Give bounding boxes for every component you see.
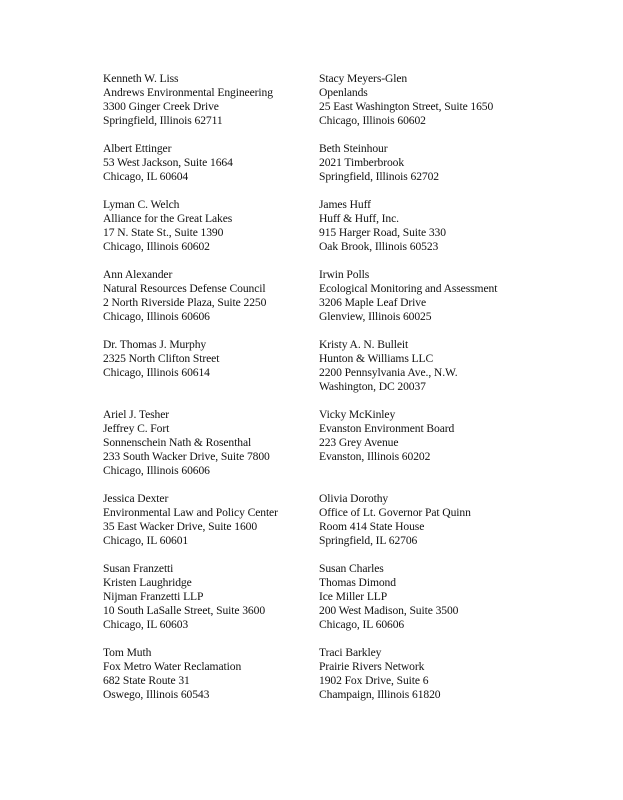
address-line: 3300 Ginger Creek Drive [103,100,219,113]
address-block [103,72,273,128]
address-line: 35 East Wacker Drive, Suite 1600 [103,520,258,533]
address-line: Chicago, Illinois 60606 [103,464,210,477]
address-line: 915 Harger Road, Suite 330 [319,226,446,239]
address-line: Chicago, IL 60601 [103,534,189,547]
address-line: Ice Miller LLP [319,590,388,603]
address-line: Nijman Franzetti LLP [103,590,204,603]
contact-name: Olivia Dorothy [319,492,389,505]
address-block [103,338,219,380]
address-block [319,268,497,324]
contact-name: Susan Charles [319,562,384,575]
address-line: Chicago, IL 60603 [103,618,189,631]
address-line: Office of Lt. Governor Pat Quinn [319,506,471,519]
address-line: Oswego, Illinois 60543 [103,688,210,701]
address-line: Chicago, Illinois 60602 [103,240,210,253]
address-block [319,198,446,254]
contact-name: Kenneth W. Liss [103,72,179,85]
address-line: Fox Metro Water Reclamation [103,660,242,673]
address-line: Environmental Law and Policy Center [103,506,278,519]
address-line: Chicago, Illinois 60606 [103,310,210,323]
address-block [319,72,493,128]
address-line: 2021 Timberbrook [319,156,405,169]
contact-name: Kristen Laughridge [103,576,192,589]
address-line: Sonnenschein Nath & Rosenthal [103,436,252,449]
address-block [103,408,270,478]
address-line: Champaign, Illinois 61820 [319,688,441,701]
address-line: Glenview, Illinois 60025 [319,310,432,323]
address-line: 2 North Riverside Plaza, Suite 2250 [103,296,267,309]
address-block [103,492,278,548]
address-block [319,646,440,702]
address-block [103,142,233,184]
address-line: Alliance for the Great Lakes [103,212,233,225]
address-line: Evanston Environment Board [319,422,455,435]
contact-name: Ann Alexander [103,268,173,281]
contact-name: Thomas Dimond [319,576,396,589]
address-block [103,198,232,254]
address-line: 233 South Wacker Drive, Suite 7800 [103,450,270,463]
contact-name: Jessica Dexter [103,492,169,505]
address-line: 53 West Jackson, Suite 1664 [103,156,233,169]
address-line: 2200 Pennsylvania Ave., N.W. [319,366,458,379]
address-block [319,562,458,632]
contact-name: Dr. Thomas J. Murphy [103,338,207,351]
contact-name: Kristy A. N. Bulleit [319,338,409,351]
address-block [103,646,241,702]
address-line: Huff & Huff, Inc. [319,212,399,225]
address-line: 25 East Washington Street, Suite 1650 [319,100,494,113]
address-line: Oak Brook, Illinois 60523 [319,240,439,253]
address-line: Springfield, IL 62706 [319,534,418,547]
address-block [103,268,266,324]
address-line: Chicago, Illinois 60602 [319,114,426,127]
address-line: Andrews Environmental Engineering [103,86,273,99]
address-line: Chicago, IL 60604 [103,170,189,183]
address-block [319,142,439,184]
address-line: 223 Grey Avenue [319,436,399,449]
address-block [103,562,265,632]
contact-name: Jeffrey C. Fort [103,422,170,435]
contact-name: Tom Muth [103,646,152,659]
address-line: Chicago, Illinois 60614 [103,366,210,379]
address-line: Springfield, Illinois 62711 [103,114,223,127]
address-line: Room 414 State House [319,520,425,533]
address-line: Prairie Rivers Network [319,660,425,673]
address-line: Hunton & Williams LLC [319,352,434,365]
contact-name: Susan Franzetti [103,562,174,575]
address-line: Natural Resources Defense Council [103,282,266,295]
address-line: Chicago, IL 60606 [319,618,405,631]
address-line: Evanston, Illinois 60202 [319,450,431,463]
address-line: 17 N. State St., Suite 1390 [103,226,224,239]
address-block [319,408,454,464]
contact-name: Albert Ettinger [103,142,172,155]
address-line: 2325 North Clifton Street [103,352,220,365]
address-line: 1902 Fox Drive, Suite 6 [319,674,429,687]
address-block [319,492,471,548]
address-line: 200 West Madison, Suite 3500 [319,604,459,617]
address-line: 3206 Maple Leaf Drive [319,296,427,309]
contact-name: Vicky McKinley [319,408,396,421]
address-line: Ecological Monitoring and Assessment [319,282,498,295]
address-line: 682 State Route 31 [103,674,190,687]
contact-name: James Huff [319,198,371,211]
contact-name: Lyman C. Welch [103,198,180,211]
address-line: Springfield, Illinois 62702 [319,170,439,183]
address-block [319,338,458,394]
contact-name: Irwin Polls [319,268,370,281]
address-line: Washington, DC 20037 [319,380,426,393]
contact-name: Ariel J. Tesher [103,408,170,421]
address-line: 10 South LaSalle Street, Suite 3600 [103,604,266,617]
contact-name: Beth Steinhour [319,142,388,155]
contact-name: Stacy Meyers-Glen [319,72,408,85]
contact-name: Traci Barkley [319,646,382,659]
address-line: Openlands [319,86,368,99]
